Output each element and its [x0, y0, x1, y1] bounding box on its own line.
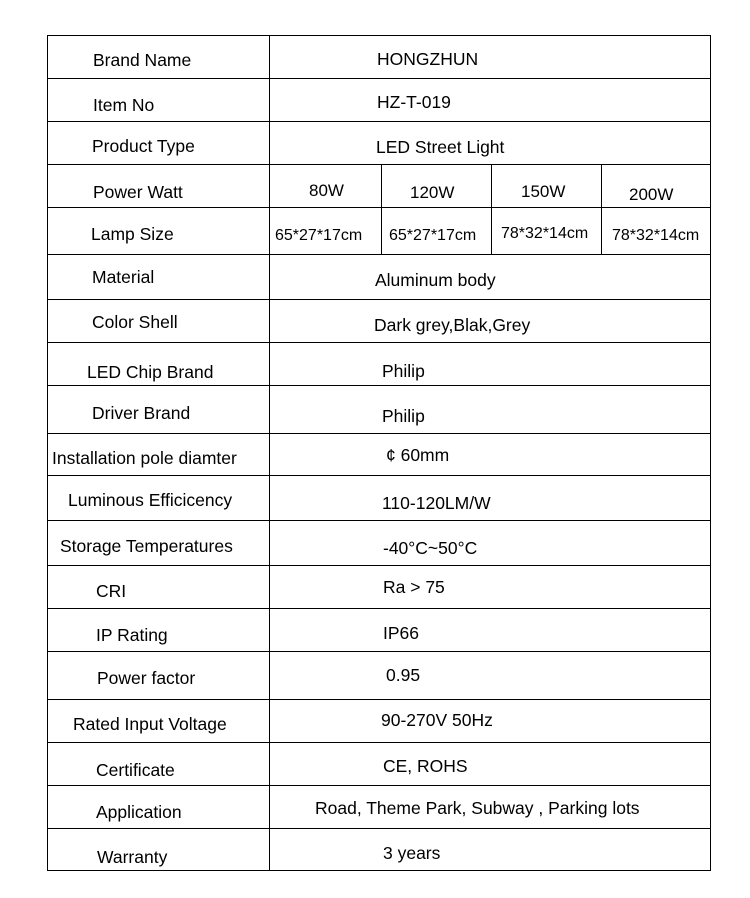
row-warranty: [48, 829, 710, 870]
row-value: -40°C~50°C: [383, 538, 478, 558]
spec-table: [47, 35, 711, 871]
row-value: 3 years: [383, 843, 441, 863]
label-cell: [48, 434, 270, 475]
row-label: Driver Brand: [92, 403, 191, 423]
label-cell: [48, 476, 270, 520]
label-cell: [48, 609, 270, 651]
row-label: CRI: [96, 581, 127, 601]
power-value: 200W: [629, 185, 674, 204]
row-label: Power factor: [97, 668, 196, 688]
power-cell-150w: [492, 165, 602, 207]
size-cell-150w: [492, 208, 602, 254]
row-value: HONGZHUN: [377, 49, 479, 69]
row-value: ¢ 60mm: [386, 445, 450, 465]
power-value: 120W: [410, 183, 455, 202]
row-value: Philip: [382, 361, 425, 381]
value-cell: [270, 476, 710, 520]
row-value: Road, Theme Park, Subway , Parking lots: [315, 798, 640, 818]
row-value: IP66: [383, 623, 419, 643]
label-cell: [48, 743, 270, 785]
row-power-factor: [48, 652, 710, 700]
value-cell: [270, 36, 710, 78]
label-cell: [48, 79, 270, 121]
power-cell-80w: [270, 165, 382, 207]
row-driver-brand: [48, 386, 710, 434]
value-cell: [270, 165, 710, 207]
power-cell-120w: [382, 165, 492, 207]
label-cell: [48, 343, 270, 385]
row-label: Material: [92, 267, 155, 287]
row-value: Philip: [382, 406, 425, 426]
row-value: CE, ROHS: [383, 756, 468, 776]
row-label: Lamp Size: [91, 224, 174, 244]
value-cell: [270, 208, 710, 254]
row-value: HZ-T-019: [377, 92, 451, 112]
value-cell: [270, 300, 710, 342]
row-cri: [48, 566, 710, 609]
size-cell-200w: [602, 208, 710, 254]
label-cell: [48, 122, 270, 164]
row-certificate: [48, 743, 710, 786]
size-value: 78*32*14cm: [501, 225, 589, 242]
row-label: Application: [96, 802, 182, 822]
size-value: 78*32*14cm: [612, 227, 700, 244]
power-value: 150W: [521, 182, 566, 201]
row-value: LED Street Light: [376, 137, 505, 157]
power-value: 80W: [309, 181, 344, 200]
size-cell-80w: [270, 208, 382, 254]
label-cell: [48, 566, 270, 608]
row-luminous-efficiency: [48, 476, 710, 521]
value-cell: [270, 786, 710, 828]
row-label: Product Type: [92, 136, 195, 156]
value-cell: [270, 343, 710, 385]
row-value: Ra > 75: [383, 577, 445, 597]
label-cell: [48, 386, 270, 433]
label-cell: [48, 165, 270, 207]
row-value: 90-270V 50Hz: [381, 710, 493, 730]
label-cell: [48, 829, 270, 870]
row-material: [48, 255, 710, 300]
row-label: Installation pole diamter: [52, 448, 237, 468]
label-cell: [48, 700, 270, 742]
row-installation-pole: [48, 434, 710, 476]
row-label: Color Shell: [92, 312, 178, 332]
row-label: IP Rating: [96, 625, 168, 645]
row-label: Warranty: [97, 847, 168, 867]
row-ip-rating: [48, 609, 710, 652]
row-led-chip-brand: [48, 343, 710, 386]
label-cell: [48, 36, 270, 78]
row-application: [48, 786, 710, 829]
size-value: 65*27*17cm: [275, 227, 363, 244]
row-item-no: [48, 79, 710, 122]
row-value: 0.95: [386, 665, 421, 685]
row-label: Brand Name: [93, 50, 192, 70]
value-cell: [270, 652, 710, 699]
row-product-type: [48, 122, 710, 165]
row-power-watt: [48, 165, 710, 208]
value-cell: [270, 122, 710, 164]
value-cell: [270, 700, 710, 742]
row-label: Storage Temperatures: [60, 536, 233, 556]
row-label: Item No: [93, 95, 155, 115]
row-color-shell: [48, 300, 710, 343]
value-cell: [270, 609, 710, 651]
label-cell: [48, 208, 270, 254]
size-cell-120w: [382, 208, 492, 254]
row-label: Luminous Efficicency: [68, 490, 233, 510]
row-label: Certificate: [96, 760, 175, 780]
label-cell: [48, 652, 270, 699]
value-cell: [270, 743, 710, 785]
label-cell: [48, 521, 270, 565]
value-cell: [270, 79, 710, 121]
value-cell: [270, 386, 710, 433]
label-cell: [48, 786, 270, 828]
size-value: 65*27*17cm: [389, 227, 477, 244]
label-cell: [48, 300, 270, 342]
row-value: 110-120LM/W: [382, 493, 491, 513]
row-value: Aluminum body: [375, 270, 496, 290]
row-rated-input-voltage: [48, 700, 710, 743]
value-cell: [270, 566, 710, 608]
row-brand-name: [48, 36, 710, 79]
value-cell: [270, 255, 710, 299]
row-label: Power Watt: [93, 182, 183, 202]
value-cell: [270, 434, 710, 475]
value-cell: [270, 829, 710, 870]
value-cell: [270, 521, 710, 565]
row-lamp-size: [48, 208, 710, 255]
label-cell: [48, 255, 270, 299]
power-cell-200w: [602, 165, 710, 207]
row-value: Dark grey,Blak,Grey: [374, 315, 531, 335]
row-label: LED Chip Brand: [87, 362, 214, 382]
row-storage-temperatures: [48, 521, 710, 566]
row-label: Rated Input Voltage: [73, 714, 227, 734]
